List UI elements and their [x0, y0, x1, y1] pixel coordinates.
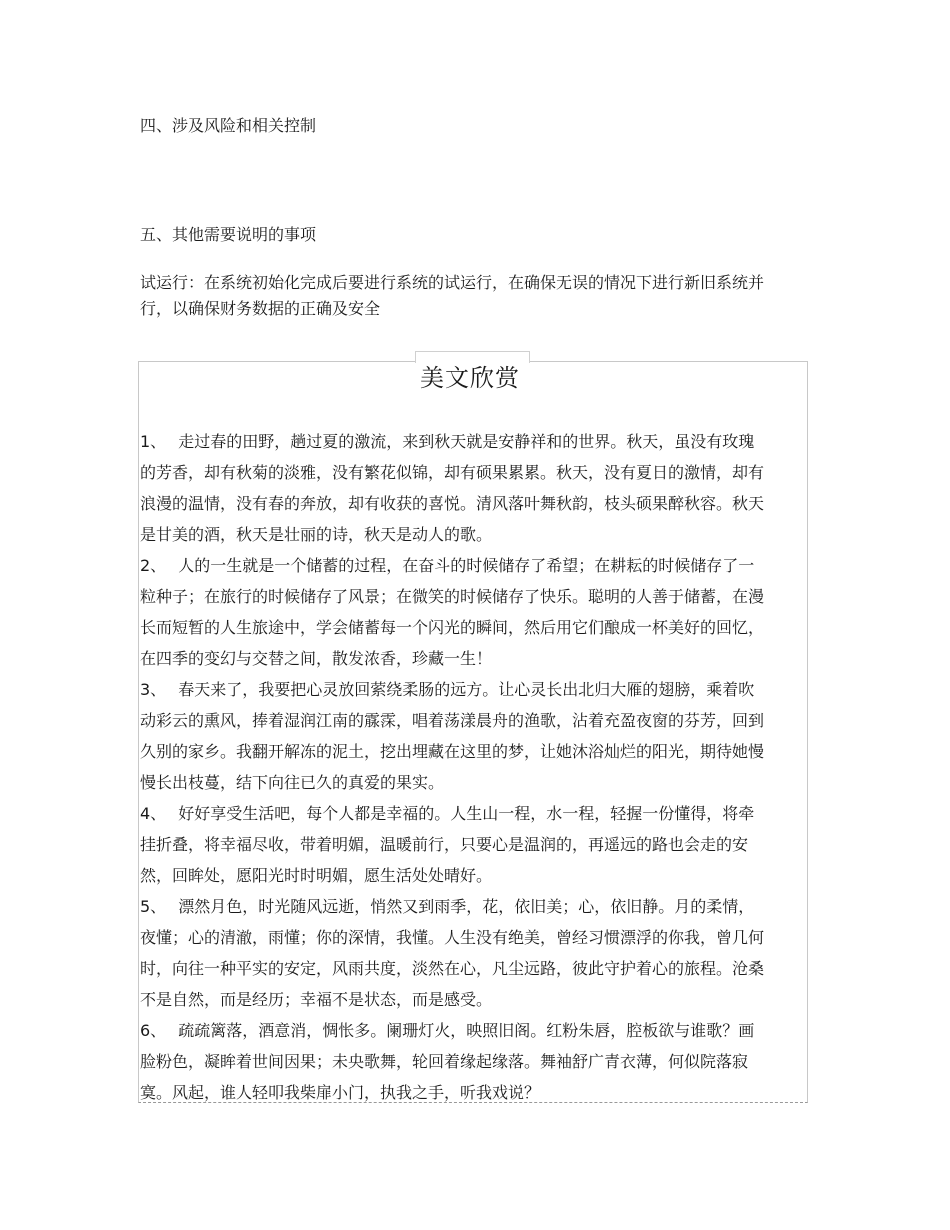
appreciation-entry-6 [140, 1015, 768, 1108]
section-heading-risk-control: 四、涉及风险和相关控制 [140, 116, 317, 135]
appreciation-entry-1 [140, 426, 768, 550]
trial-run-paragraph: 试运行：在系统初始化完成后要进行系统的试运行，在确保无误的情况下进行新旧系统并行，以确保财务数据的正确及安全 [140, 273, 765, 318]
entry-number: 5、 [140, 897, 167, 916]
entry-text: 春天来了，我要把心灵放回萦绕柔肠的远方。让心灵长出北归大雁的翅膀，乘着吹动彩云的熏风，捧着湿润江南的霡霂，唱着荡漾晨舟的渔歌，沾着充盈夜窗的芬芳，回到久别的家乡。我翻开解冻的泥土，挖出埋藏在这里的梦，让她沐浴灿烂的阳光，期待她慢慢长出枝蔓，结下向往已久的真爱的果实。 [140, 680, 765, 792]
entry-number: 1、 [140, 432, 167, 451]
appreciation-entry-5 [140, 891, 768, 1015]
appreciation-entry-2 [140, 550, 768, 674]
appreciation-title: 美文欣赏 [420, 364, 520, 392]
entry-number: 4、 [140, 804, 167, 823]
appreciation-entries [140, 426, 768, 1108]
appreciation-entry-4 [140, 798, 768, 891]
entry-text: 好好享受生活吧，每个人都是幸福的。人生山一程，水一程，轻握一份懂得，将牵挂折叠，将幸福尽收，带着明媚，温暖前行，只要心是温润的，再遥远的路也会走的安然，回眸处，愿阳光时时明媚，愿生活处处晴好。 [140, 804, 755, 885]
entry-text: 疏疏篱落，酒意消，惆怅多。阑珊灯火，映照旧阁。红粉朱唇，腔板欲与谁歌？画脸粉色，凝眸着世间因果；未央歌舞，轮回着缘起缘落。舞袖舒广青衣薄，何似院落寂寞。风起，谁人轻叩我柴扉小门，执我之手，听我戏说？ [140, 1021, 755, 1102]
appreciation-entry-3 [140, 674, 768, 798]
entry-text: 人的一生就是一个储蓄的过程，在奋斗的时候储存了希望；在耕耘的时候储存了一粒种子；在旅行的时候储存了风景；在微笑的时候储存了快乐。聪明的人善于储蓄，在漫长而短暂的人生旅途中，学会储蓄每一个闪光的瞬间，然后用它们酿成一杯美好的回忆，在四季的变幻与交替之间，散发浓香，珍藏一生！ [140, 556, 765, 668]
entry-text: 走过春的田野，趟过夏的激流，来到秋天就是安静祥和的世界。秋天，虽没有玫瑰的芳香，却有秋菊的淡雅，没有繁花似锦，却有硕果累累。秋天，没有夏日的激情，却有浪漫的温情，没有春的奔放，却有收获的喜悦。清风落叶舞秋韵，枝头硕果醉秋容。秋天是甘美的酒，秋天是壮丽的诗，秋天是动人的歌。 [140, 432, 765, 544]
entry-number: 6、 [140, 1021, 167, 1040]
section-heading-other-matters: 五、其他需要说明的事项 [140, 225, 317, 244]
entry-number: 3、 [140, 680, 167, 699]
entry-text: 漂然月色，时光随风远逝，悄然又到雨季，花，依旧美；心，依旧静。月的柔情，夜懂；心的清澈，雨懂；你的深情，我懂。人生没有绝美，曾经习惯漂浮的你我，曾几何时，向往一种平实的安定，风雨共度，淡然在心，凡尘远路，彼此守护着心的旅程。沧桑不是自然，而是经历；幸福不是状态，而是感受。 [140, 897, 765, 1009]
entry-number: 2、 [140, 556, 167, 575]
